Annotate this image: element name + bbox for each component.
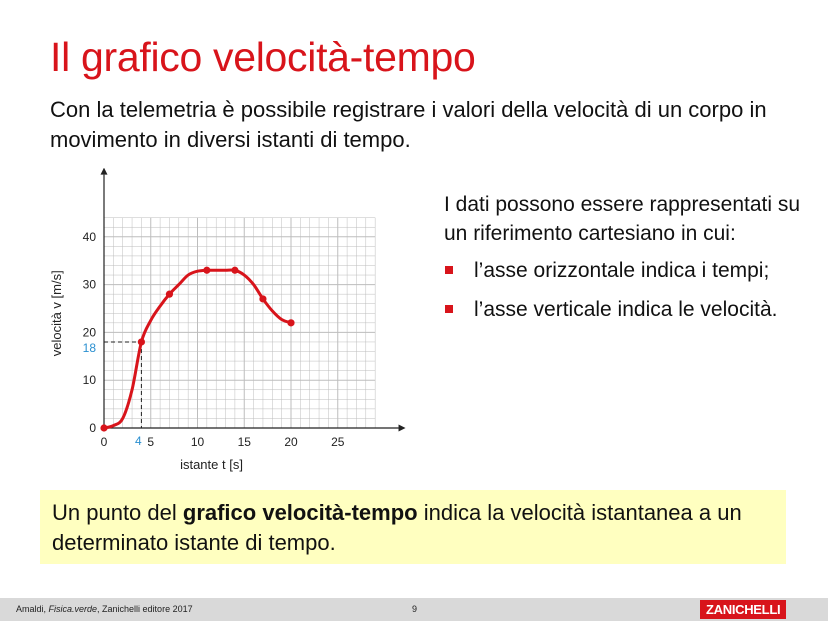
footer-book: Fisica.verde <box>48 604 98 614</box>
highlight-bold-term: grafico velocità-tempo <box>182 500 418 525</box>
y-tick-label: 20 <box>82 325 96 340</box>
data-point <box>138 338 145 345</box>
intro-text: Con la telemetria è possibile registrare i valori della velocità di un corpo in movimento in diversi istanti di tempo. <box>50 97 767 152</box>
page-number: 9 <box>412 604 418 614</box>
chart-ticks <box>83 230 345 449</box>
footer-bar <box>0 598 828 621</box>
annotation-y-label: 18 <box>82 340 96 355</box>
data-point <box>231 267 238 274</box>
y-axis-arrow-icon <box>101 168 108 175</box>
bullet-item <box>444 256 814 285</box>
side-intro: I dati possono essere rappresentati su un riferimento cartesiano in cui: <box>444 193 801 245</box>
footer-publisher: , Zanichelli editore 2017 <box>97 604 193 614</box>
highlight-box <box>40 490 786 564</box>
grid-minor <box>104 218 375 428</box>
bullet-text: l’asse orizzontale indica i tempi; <box>474 259 770 282</box>
x-axis-label: istante t [s] <box>180 457 243 472</box>
y-axis-label: velocità v [m/s] <box>49 270 64 357</box>
bullet-text: l’asse verticale indica le velocità. <box>474 298 778 321</box>
x-tick-label: 0 <box>100 435 108 449</box>
footer-author: Amaldi, <box>16 604 49 614</box>
y-tick-label: 0 <box>89 421 96 435</box>
y-tick-label: 30 <box>82 277 96 292</box>
x-tick-label: 15 <box>237 435 251 449</box>
data-point <box>166 291 173 298</box>
data-point <box>203 267 210 274</box>
y-tick-label: 40 <box>82 229 96 244</box>
bullet-item <box>444 295 814 324</box>
velocity-time-chart <box>40 168 415 483</box>
x-tick-label: 5 <box>147 435 155 449</box>
highlight-text-start: Un punto del <box>52 500 183 525</box>
footer-credit <box>16 604 193 614</box>
x-tick-label: 10 <box>190 435 205 449</box>
side-panel <box>444 190 814 334</box>
square-bullet-icon <box>445 305 453 313</box>
data-point <box>287 319 294 326</box>
publisher-logo: ZANICHELLI <box>700 600 786 619</box>
x-tick-label: 25 <box>331 435 345 449</box>
x-axis-arrow-icon <box>399 425 406 432</box>
annotation-x-label: 4 <box>135 434 142 448</box>
bullet-list <box>444 256 814 324</box>
data-point <box>100 424 107 431</box>
highlight-text-end: indica la velocità istantanea a un determinato istante di tempo. <box>52 500 742 555</box>
square-bullet-icon <box>445 266 453 274</box>
slide-title: Il grafico velocità-tempo <box>50 34 476 80</box>
chart-axes <box>101 168 406 432</box>
data-point <box>259 295 266 302</box>
x-tick-label: 20 <box>284 435 298 449</box>
y-tick-label: 10 <box>82 373 96 388</box>
